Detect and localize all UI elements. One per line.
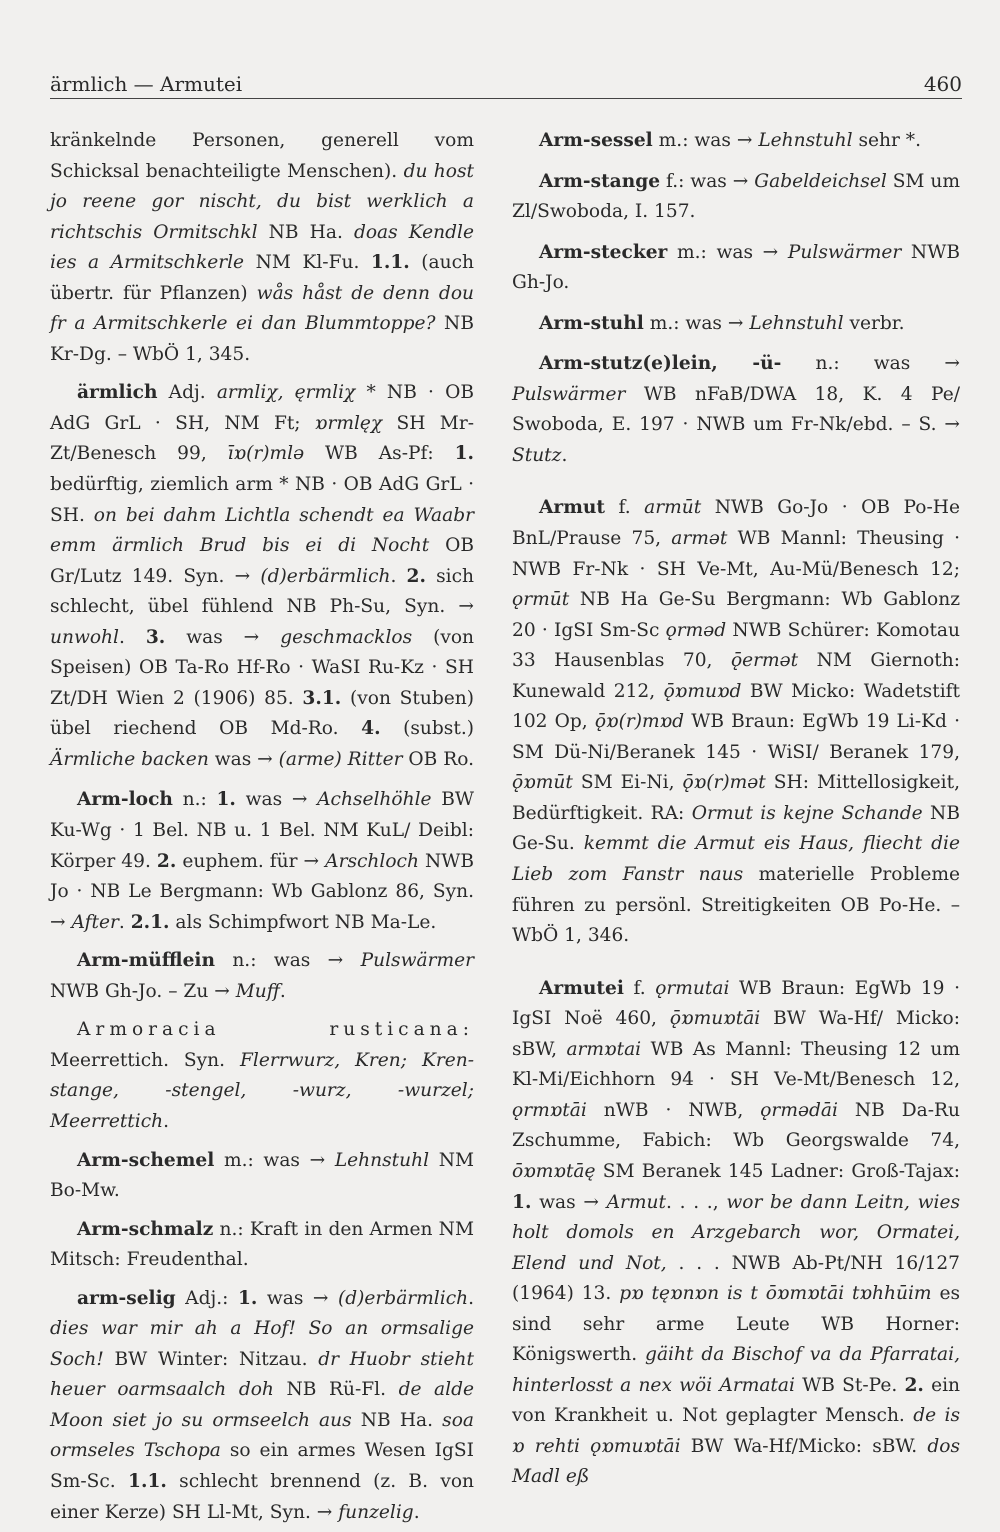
right-column	[512, 126, 960, 1493]
entry-armstecker: Arm-stecker m.: was → Pulswärmer NWB Gh-Jo.	[512, 241, 960, 294]
entry-armselig: arm-selig Adj.: 1. was → (d)erbärmlich. dies war mir ah a Hof! So an ormsalige Soch! BW Winter: Nitzau. dr Huobr stieht heuer oarmsaalch doh NB Rü-Fl. de alde Moon siet jo su ormseelch aus NB Ha. soa ormseles Tschopa so ein armes Wesen IgSI Sm-Sc. 1.1. schlecht brennend (z. B. von einer Kerze) SH Ll-Mt, Syn. → funzelig.	[50, 1287, 475, 1523]
entry-armutei: Armutei f. ǫrmutai WB Braun: EgWb 19 · IgSI Noë 460, ǭɒmuɒtāi BW Wa-Hf/ Micko: sBW, armɒtai WB As Mannl: Theusing 12 um Kl-Mi/Eichhorn 94 · SH Ve-Mt/Benesch 12, ǫrmɒtāi nWB · NWB, ǫrmədāi NB Da-Ru Zschumme, Fabich: Wb Georgswalde 74, ōɒmɒtāę SM Beranek 145 Ladner: Groß-Tajax: 1. was → Armut. . . ., wor be dann Leitn, wies holt domols en Arzgebarch wor, Ormatei, Elend und Not, . . . NWB Ab-Pt/NH 16/127 (1964) 13. pɒ tęɒnɒn is t ōɒmɒtāi tɒhhūim es sind sehr arme Leute WB Horner: Königswerth. gäiht da Bischof va da Pfarratai, hinterlosst a nex wöi Armatai WB St-Pe. 2. ein von Krankheit u. Not geplagter Mensch. de is ɒ rehti ǫɒmuɒtāi BW Wa-Hf/Micko: sBW. dos Madl eß	[512, 977, 961, 1488]
entry-armschmalz: Arm-schmalz n.: Kraft in den Armen NM Mitsch: Freudenthal.	[50, 1218, 474, 1271]
running-title: ärmlich — Armutei	[50, 72, 243, 96]
running-header	[50, 64, 962, 99]
entry-armlich: ärmlich Adj. armliχ, ęrmliχ * NB · OB AdG GrL · SH, NM Ft; ɒrmlęχ SH Mr-Zt/Benesch 99, īɒ(r)mlə WB As-Pf: 1. bedürftig, ziemlich arm * NB · OB AdG GrL · SH. on bei dahm Lichtla schendt ea Waabr emm ärmlich Brud bis ei di Nocht OB Gr/Lutz 149. Syn. → (d)erbärmlich. 2. sich schlecht, übel fühlend NB Ph-Su, Syn. → unwohl. 3. was → geschmacklos (von Speisen) OB Ta-Ro Hf-Ro · WaSI Ru-Kz · SH Zt/DH Wien 2 (1906) 85. 3.1. (von Stuben) übel riechend OB Md-Ro. 4. (subst.) Ärmliche backen was → (arme) Ritter OB Ro.	[50, 382, 475, 770]
entry-armschemel: Arm-schemel m.: was → Lehnstuhl NM Bo-Mw.	[50, 1149, 474, 1202]
entry-armoracia: Armoracia rusticana: Meerrettich. Syn. Flerrwurz, Kren; Kren-stange, -stengel, -wurz, -wurzel; Meerrettich.	[50, 1019, 474, 1132]
entry-armstutzlein: Arm-stutz(e)lein, -ü- n.: was → Pulswärmer WB nFaB/DWA 18, K. 4 Pe/ Swoboda, E. 197 · NWB um Fr-Nk/ebd. – S. → Stutz.	[512, 353, 960, 466]
entry-armut: Armut f. armūt NWB Go-Jo · OB Po-He BnL/Prause 75, armət WB Mannl: Theusing · NWB Fr-Nk · SH Ve-Mt, Au-Mü/Benesch 12; ǫrmūt NB Ha Ge-Su Bergmann: Wb Gablonz 20 · IgSI Sm-Sc ǫrməd NWB Schürer: Komotau 33 Hausenblas 70, ǭermət NM Giernoth: Kunewald 212, ǭɒmuɒd BW Micko: Wadetstift 102 Op, ǭɒ(r)mɒd WB Braun: EgWb 19 Li-Kd · SM Dü-Ni/Beranek 145 · WiSI/ Beranek 179, ǭɒmūt SM Ei-Ni, ǭɒ(r)mət SH: Mittellosigkeit, Bedürftigkeit. RA: Ormut is kejne Schande NB Ge-Su. kemmt die Armut eis Haus, fliecht die Lieb zom Fanstr naus materielle Probleme führen zu persönl. Streitigkeiten OB Po-He. – WbÖ 1, 346.	[512, 497, 960, 947]
page-number: 460	[923, 72, 962, 96]
entry-armstange: Arm-stange f.: was → Gabeldeichsel SM um Zl/Swoboda, I. 157.	[512, 170, 960, 223]
entry-armsessel: Arm-sessel m.: was → Lehnstuhl sehr *.	[539, 130, 921, 151]
continuation-text: kränkelnde Personen, generell vom Schicksal benachteiligte Menschen). du host jo reene gor nischt, du bist werklich a richtschis Ormitschkl NB Ha. doas Kendle ies a Armitschkerle NM Kl-Fu. 1.1. (auch übertr. für Pflanzen) wås håst de denn dou fr a Armitschkerle ei dan Blummtoppe? NB Kr-Dg. – WbÖ 1, 345.	[50, 130, 474, 365]
left-column	[50, 126, 474, 1528]
entry-armmufflein: Arm-müfflein n.: was → Pulswärmer NWB Gh-Jo. – Zu → Muff.	[50, 950, 474, 1002]
entry-armstuhl: Arm-stuhl m.: was → Lehnstuhl verbr.	[539, 312, 905, 334]
entry-armloch: Arm-loch n.: 1. was → Achselhöhle BW Ku-Wg · 1 Bel. NB u. 1 Bel. NM KuL/ Deibl: Körper 49. 2. euphem. für → Arschloch NWB Jo · NB Le Bergmann: Wb Gablonz 86, Syn. → After. 2.1. als Schimpfwort NB Ma-Le.	[50, 789, 474, 933]
